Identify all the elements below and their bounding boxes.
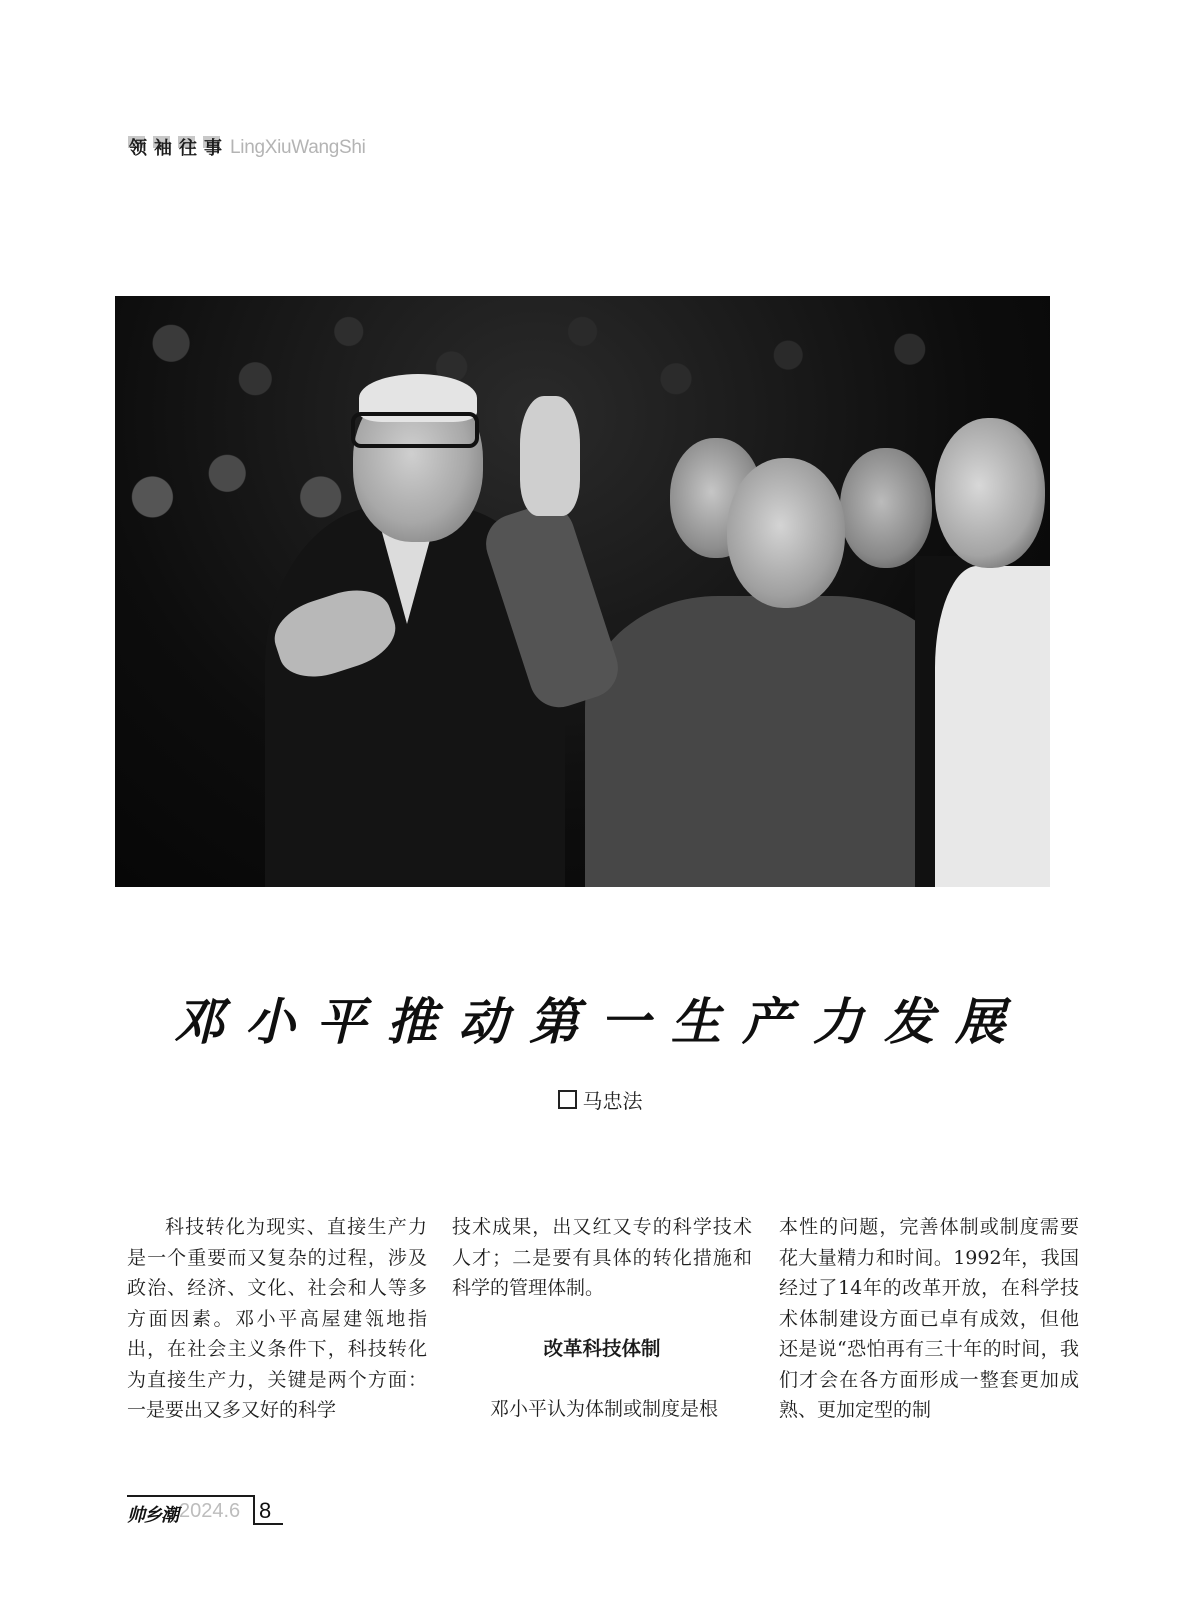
photo-person-back-right-head [840, 448, 932, 568]
paragraph: 本性的问题，完善体制或制度需要花大量精力和时间。1992年，我国经过了14年的改革开放，在科学技术体制建设方面已卓有成效，但他还是说“恐怕再有三十年的时间，我们才会在各方面形成一整套更加成熟、更加定型的制 [779, 1216, 1079, 1421]
square-box-icon [558, 1090, 577, 1109]
column-char: 袖 [154, 138, 172, 159]
column-name [128, 136, 228, 160]
page-number: 8 [259, 1498, 272, 1523]
column-char: 领 [129, 138, 147, 159]
page-footer [127, 1495, 287, 1525]
photo-person-center-waving-hand [520, 396, 580, 516]
footer-rule-vertical [253, 1495, 255, 1525]
text-column-3 [779, 1212, 1079, 1426]
magazine-name: 帅乡潮 [127, 1505, 178, 1526]
photo-person-right-head [935, 418, 1045, 568]
column-char: 往 [179, 138, 197, 159]
byline [0, 1086, 1200, 1116]
photo-person-center-head [727, 458, 845, 608]
paragraph: 邓小平认为体制或制度是根 [490, 1398, 719, 1420]
photo-person-center-body [585, 596, 965, 887]
article-photo [115, 296, 1050, 887]
photo-person-right-body [935, 566, 1050, 887]
author-name: 马忠法 [582, 1089, 643, 1113]
footer-rule-top [127, 1495, 254, 1497]
section-subheading: 改革科技体制 [543, 1336, 661, 1360]
photo-person-left-glasses [351, 412, 479, 448]
column-header [128, 135, 366, 161]
paragraph: 科技转化为现实、直接生产力是一个重要而又复杂的过程，涉及政治、经济、文化、社会和人等多方面因素。邓小平高屋建瓴地指出，在社会主义条件下，科技转化为直接生产力，关键是两个方面：一是要出又多又好的科学 [127, 1216, 427, 1421]
issue-date: 2024.6 [179, 1500, 241, 1522]
article-title: 邓小平推动第一生产力发展 [174, 992, 1026, 1051]
text-column-1 [127, 1212, 427, 1426]
column-pinyin: LingXiuWangShi [230, 137, 366, 158]
column-char: 事 [204, 138, 222, 159]
paragraph: 技术成果，出又红又专的科学技术人才；二是要有具体的转化措施和科学的管理体制。 [452, 1216, 752, 1299]
text-column-2 [452, 1212, 752, 1425]
